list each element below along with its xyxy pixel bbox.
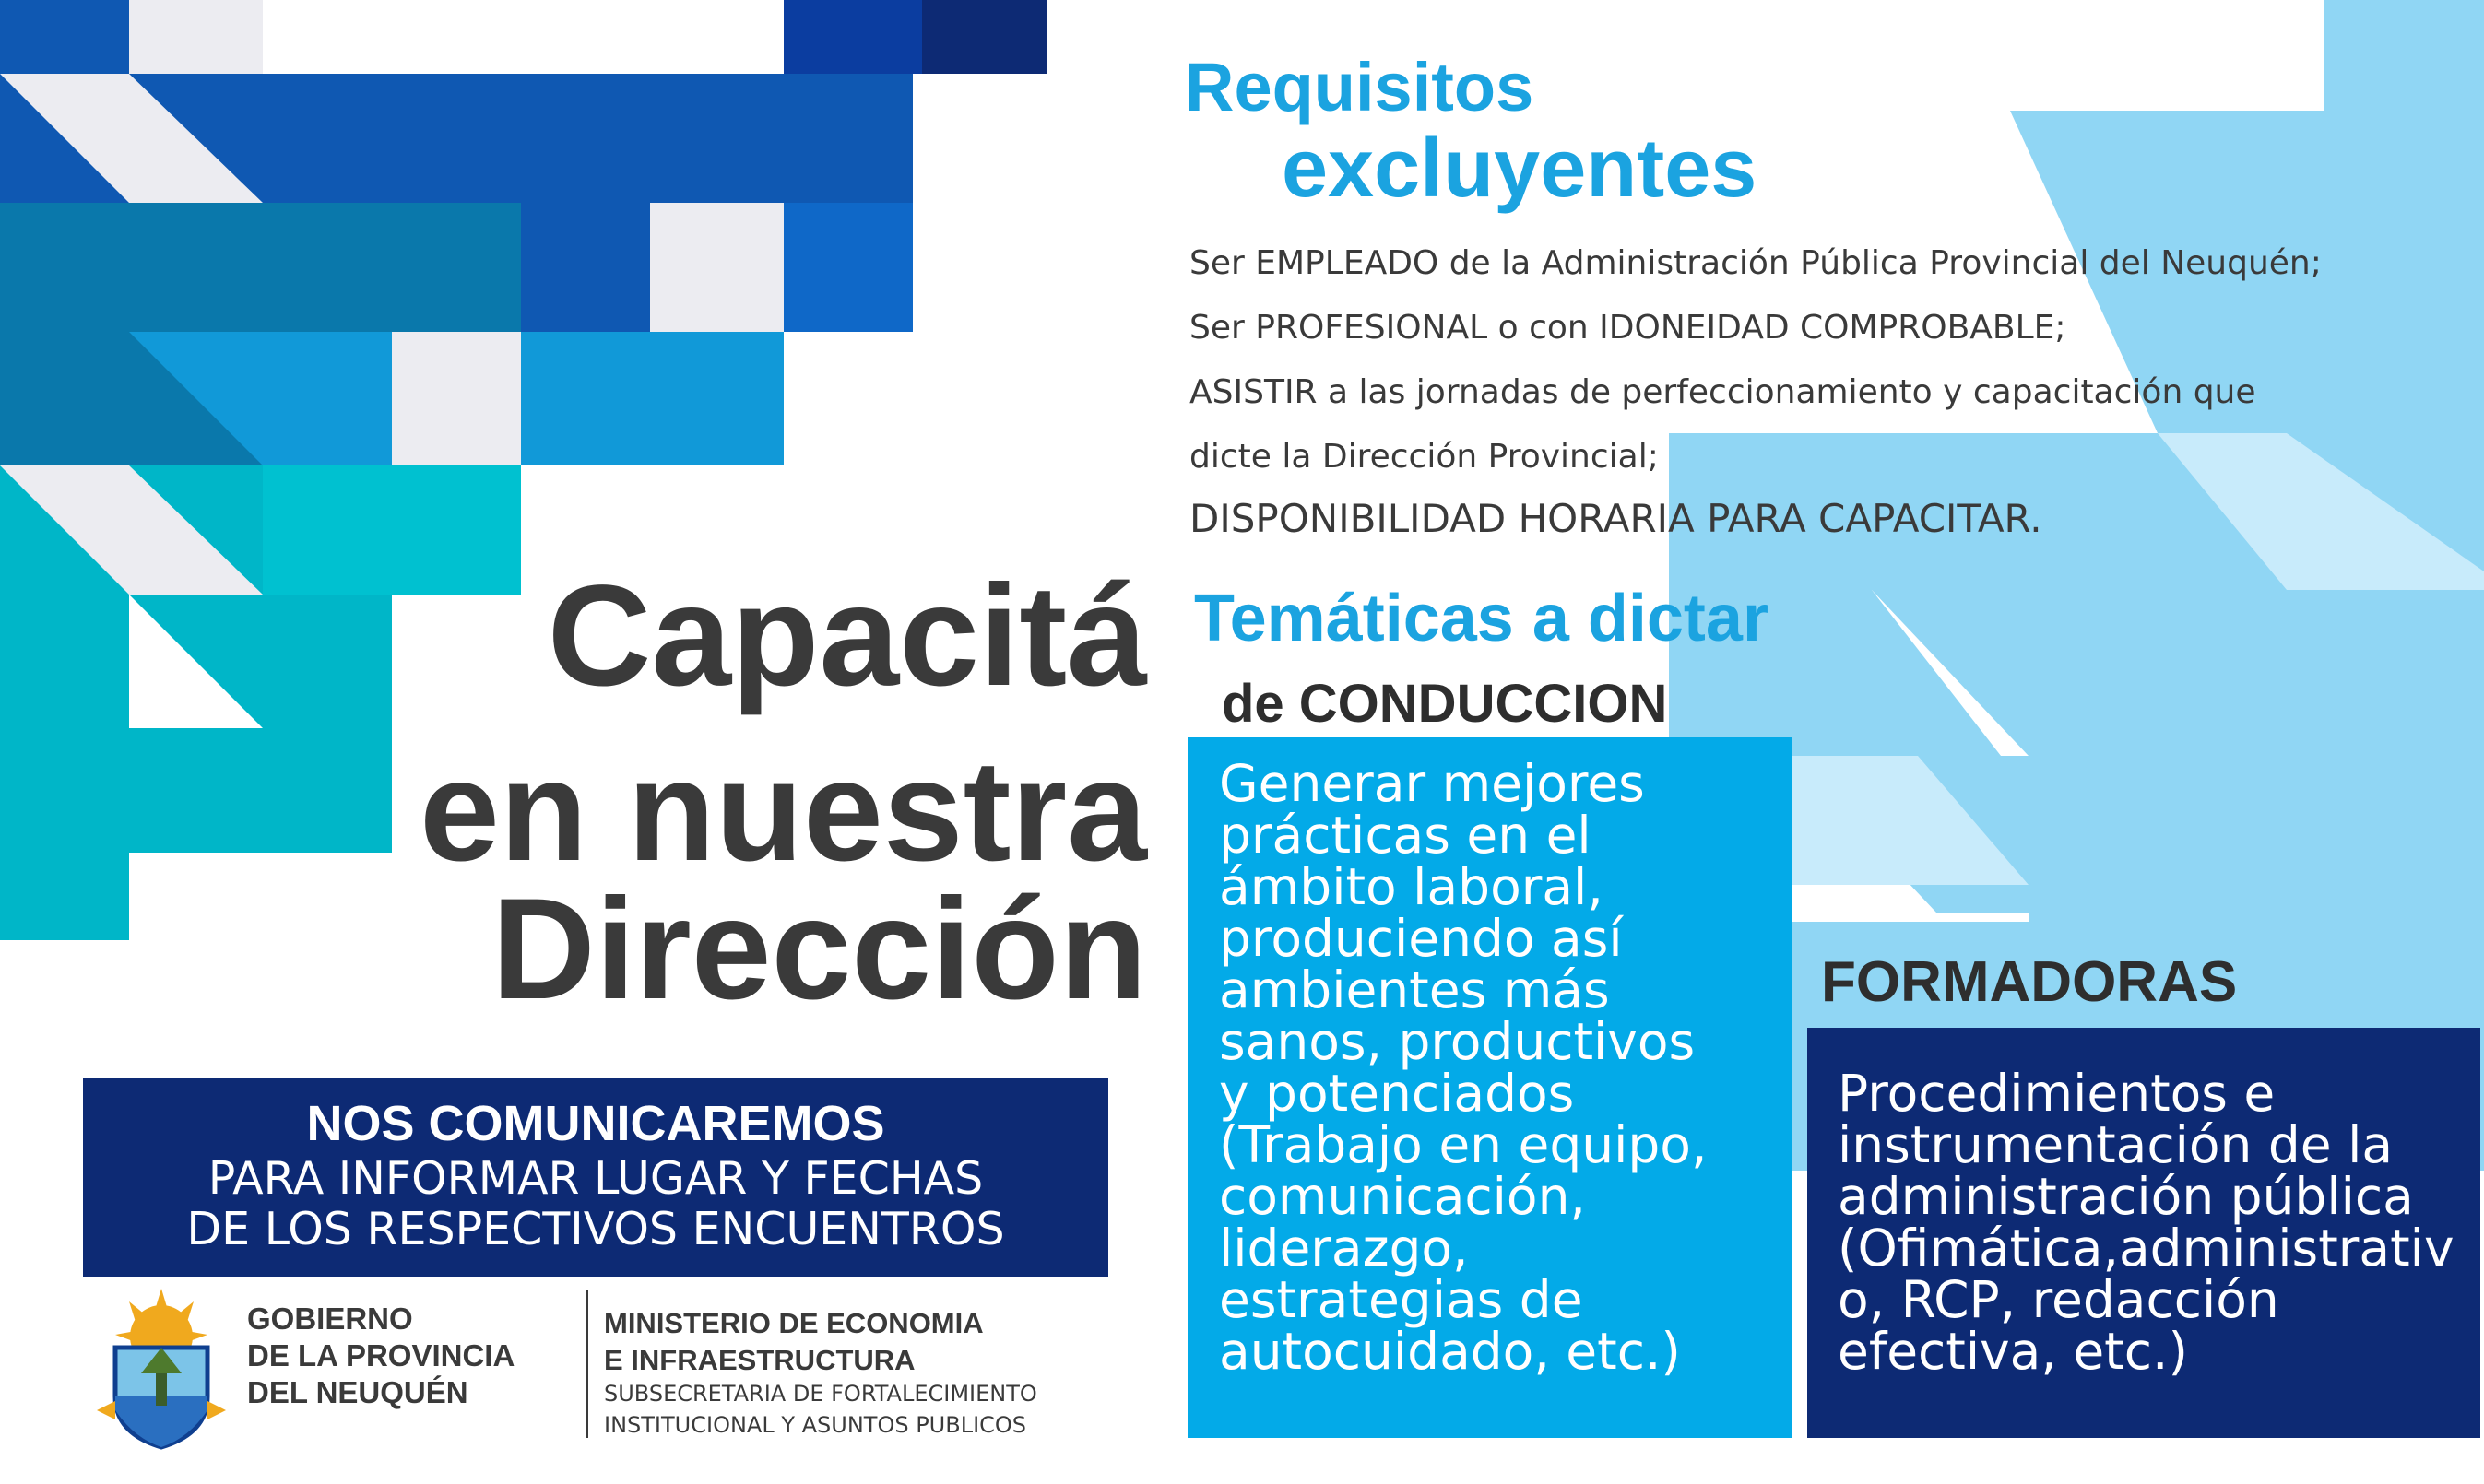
requisito-emphasis: DISPONIBILIDAD HORARIA PARA CAPACITAR. [1189, 496, 2042, 541]
notice-line2: PARA INFORMAR LUGAR Y FECHAS [207, 1152, 984, 1205]
footer-divider [586, 1290, 588, 1438]
ministry-line1: MINISTERIO DE ECONOMIA [604, 1307, 984, 1339]
sub-line2: INSTITUCIONAL Y ASUNTOS PUBLICOS [604, 1412, 1027, 1438]
requisito-item: Ser EMPLEADO de la Administración Pública Provincial del Neuquén; [1189, 244, 2322, 282]
formadoras-heading: FORMADORAS [1821, 950, 2238, 1014]
requisito-item: dicte la Dirección Provincial; [1189, 438, 1659, 476]
ministry-line2: E INFRAESTRUCTURA [604, 1344, 916, 1376]
gov-line3: DEL NEUQUÉN [247, 1375, 468, 1409]
requisitos-title-line2: excluyentes [1282, 123, 1757, 215]
notice-box [83, 1078, 1108, 1277]
conduccion-heading: de CONDUCCION [1222, 674, 1668, 734]
headline-line2: en nuestra [420, 731, 1147, 891]
headline-line1: Capacitá [547, 556, 1147, 716]
headline-line3: Dirección [491, 869, 1147, 1030]
requisito-item: ASISTIR a las jornadas de perfeccionamiento y capacitación que [1189, 373, 2256, 411]
conduccion-text: Generar mejores prácticas en el ámbito laboral, produciendo así ambientes más sanos, productivos y potenciados (Trabajo en equipo, comunicación, liderazgo, estrategias de autocuidado, etc.) [1219, 754, 1708, 1381]
gov-line1: GOBIERNO [247, 1301, 413, 1336]
requisito-item: Ser PROFESIONAL o con IDONEIDAD COMPROBABLE; [1189, 309, 2066, 347]
notice-line3: DE LOS RESPECTIVOS ENCUENTROS [186, 1203, 1005, 1255]
gov-line2: DE LA PROVINCIA [247, 1338, 515, 1372]
sub-line1: SUBSECRETARIA DE FORTALECIMIENTO [604, 1381, 1037, 1407]
tematicas-title: Temáticas a dictar [1194, 582, 1768, 655]
requisitos-title-line1: Requisitos [1185, 49, 1534, 125]
notice-line1: NOS COMUNICAREMOS [306, 1096, 885, 1151]
formadoras-text: Procedimientos e instrumentación de la administración pública (Ofimática,administrativ o, RCP, redacción efectiva, etc.) [1838, 1064, 2454, 1381]
